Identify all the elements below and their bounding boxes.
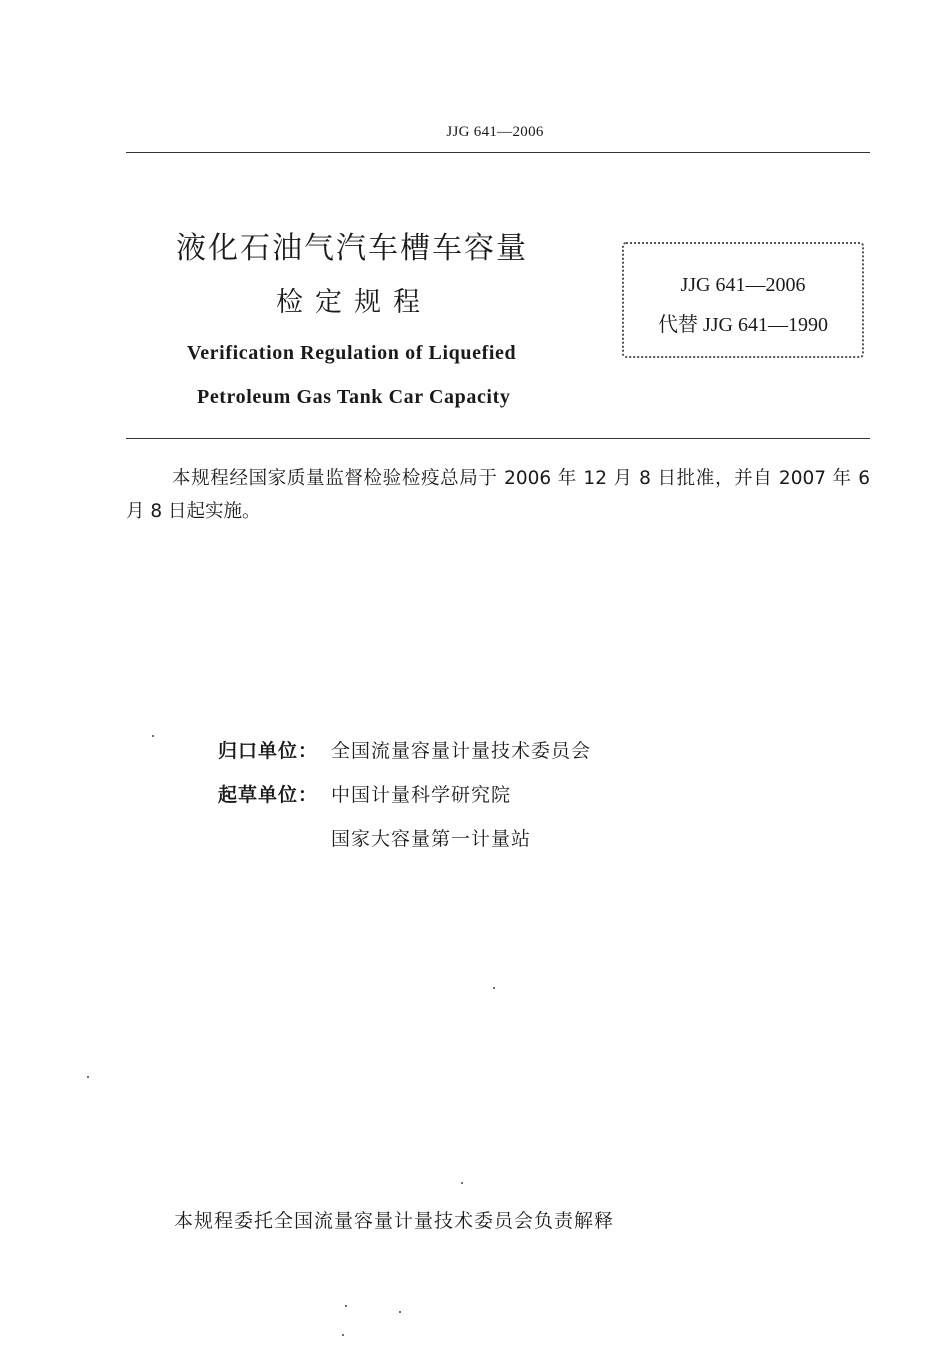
scan-speck [345,1305,347,1307]
drafting-unit-value-2: 国家大容量第一计量站 [331,828,532,850]
title-chinese-main: 液化石油气汽车槽车容量 [176,231,528,266]
scan-speck [461,1182,463,1184]
title-english-line-2: Petroleum Gas Tank Car Capacity [197,386,511,408]
responsible-unit-label: 归口单位： [218,740,319,762]
drafting-unit-value-1: 中国计量科学研究院 [331,784,512,806]
current-standard-code: JJG 641—2006 [680,274,806,296]
standard-code-box [622,242,864,358]
scan-speck [152,735,154,737]
scan-speck [493,987,495,989]
scan-speck [87,1076,89,1078]
interpretation-note: 本规程委托全国流量容量计量技术委员会负责解释 [174,1210,615,1232]
standard-code-header: JJG 641—2006 [446,124,544,140]
scan-speck [342,1334,344,1336]
drafting-unit-label: 起草单位： [218,784,319,806]
top-rule-divider [126,152,870,153]
title-chinese-sub: 检定规程 [276,287,432,318]
replaced-standard-code: 代替 JJG 641—1990 [657,314,828,336]
approval-statement: 本规程经国家质量监督检验检疫总局于 2006 年 12 月 8 日批准，并自 2007 年 6 月 8 日起实施。 [126,468,870,522]
title-english-line-1: Verification Regulation of Liquefied [187,342,517,364]
responsible-unit-value: 全国流量容量计量技术委员会 [331,740,592,762]
scan-speck [399,1311,401,1313]
middle-rule-divider [126,438,870,439]
